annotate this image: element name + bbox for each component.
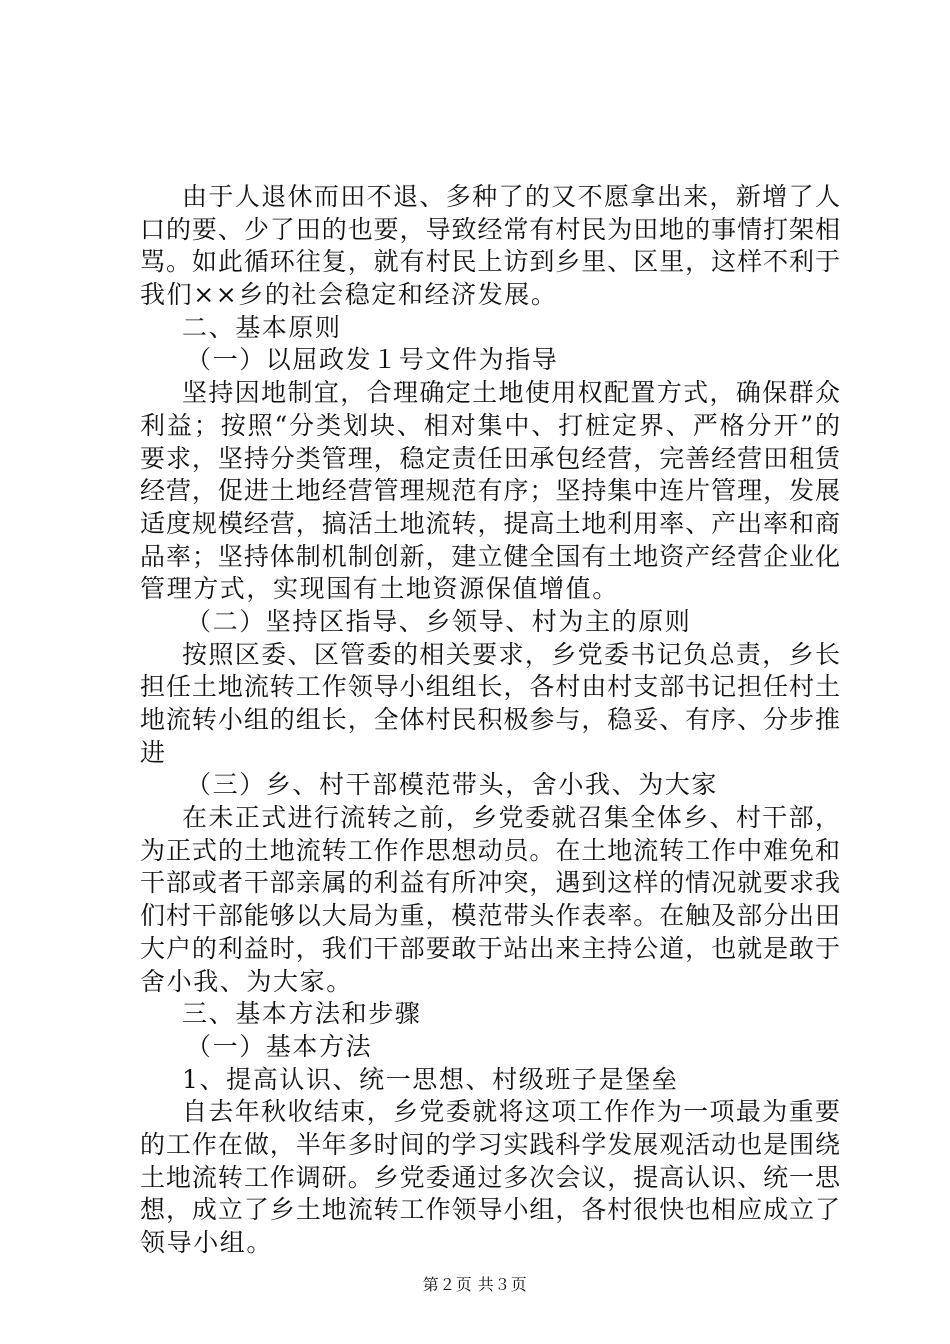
section-heading: 二、基本原则: [182, 312, 342, 342]
item-heading: 1、提高认识、统一思想、村级班子是堡垒: [182, 1064, 679, 1094]
subsection-heading: （二）坚持区指导、乡领导、村为主的原则: [186, 606, 692, 636]
paragraph-line: 们村干部能够以大局为重，模范带头作表率。在触及部分出田: [140, 901, 840, 931]
paragraph-line: 坚持因地制宜，合理确定土地使用权配置方式，确保群众: [182, 378, 840, 408]
paragraph-line: 由于人退休而田不退、多种了的又不愿拿出来，新增了人: [182, 182, 840, 211]
paragraph-line: 品率；坚持体制机制创新，建立健全国有土地资产经营企业化: [140, 541, 840, 571]
paragraph-line: 领导小组。: [140, 1228, 274, 1257]
paragraph-line: 想，成立了乡土地流转工作领导小组，各村很快也相应成立了: [140, 1195, 840, 1225]
paragraph-line: 进: [140, 737, 167, 767]
paragraph-line: 适度规模经营，搞活土地流转，提高土地利用率、产出率和商: [140, 508, 840, 538]
paragraph-line: 在未正式进行流转之前，乡党委就召集全体乡、村干部，: [182, 803, 840, 833]
paragraph-line: 骂。如此循环往复，就有村民上访到乡里、区里，这样不利于: [140, 247, 840, 277]
paragraph-line: 地流转小组的组长，全体村民积极参与，稳妥、有序、分步推: [140, 705, 840, 734]
paragraph-line: 要求，坚持分类管理，稳定责任田承包经营，完善经营田租赁: [140, 443, 840, 473]
paragraph-line: 管理方式，实现国有土地资源保值增值。: [140, 574, 619, 604]
paragraph-line: 利益；按照“分类划块、相对集中、打桩定界、严格分开”的: [140, 410, 840, 440]
paragraph-line: 经营，促进土地经营管理规范有序；坚持集中连片管理，发展: [140, 476, 840, 506]
paragraph-line: 我们××乡的社会稳定和经济发展。: [140, 280, 558, 310]
paragraph-line: 自去年秋收结束，乡党委就将这项工作作为一项最为重要: [182, 1097, 840, 1127]
subsection-heading: （三）乡、村干部模范带头，舍小我、为大家: [186, 770, 719, 800]
page-footer: 第２页 共３页: [422, 1275, 528, 1294]
paragraph-line: 按照区委、区管委的相关要求，乡党委书记负总责，乡长: [182, 639, 840, 669]
section-heading: 三、基本方法和步骤: [182, 999, 422, 1029]
paragraph-line: 的工作在做，半年多时间的学习实践科学发展观活动也是围绕: [140, 1129, 840, 1159]
subsection-heading: （一）基本方法: [186, 1031, 373, 1061]
paragraph-line: 担任土地流转工作领导小组组长，各村由村支部书记担任村土: [140, 672, 840, 702]
paragraph-line: 口的要、少了田的也要，导致经常有村民为田地的事情打架相: [140, 214, 840, 244]
paragraph-line: 为正式的土地流转工作作思想动员。在土地流转工作中难免和: [140, 835, 840, 865]
paragraph-line: 干部或者干部亲属的利益有所冲突，遇到这样的情况就要求我: [140, 868, 840, 898]
subsection-heading: （一）以屈政发１号文件为指导: [186, 345, 559, 375]
paragraph-line: 大户的利益时，我们干部要敢于站出来主持公道，也就是敢于: [140, 933, 840, 963]
document-body: [140, 181, 840, 1260]
paragraph-line: 土地流转工作调研。乡党委通过多次会议，提高认识、统一思: [140, 1162, 840, 1192]
paragraph-line: 舍小我、为大家。: [140, 966, 353, 996]
